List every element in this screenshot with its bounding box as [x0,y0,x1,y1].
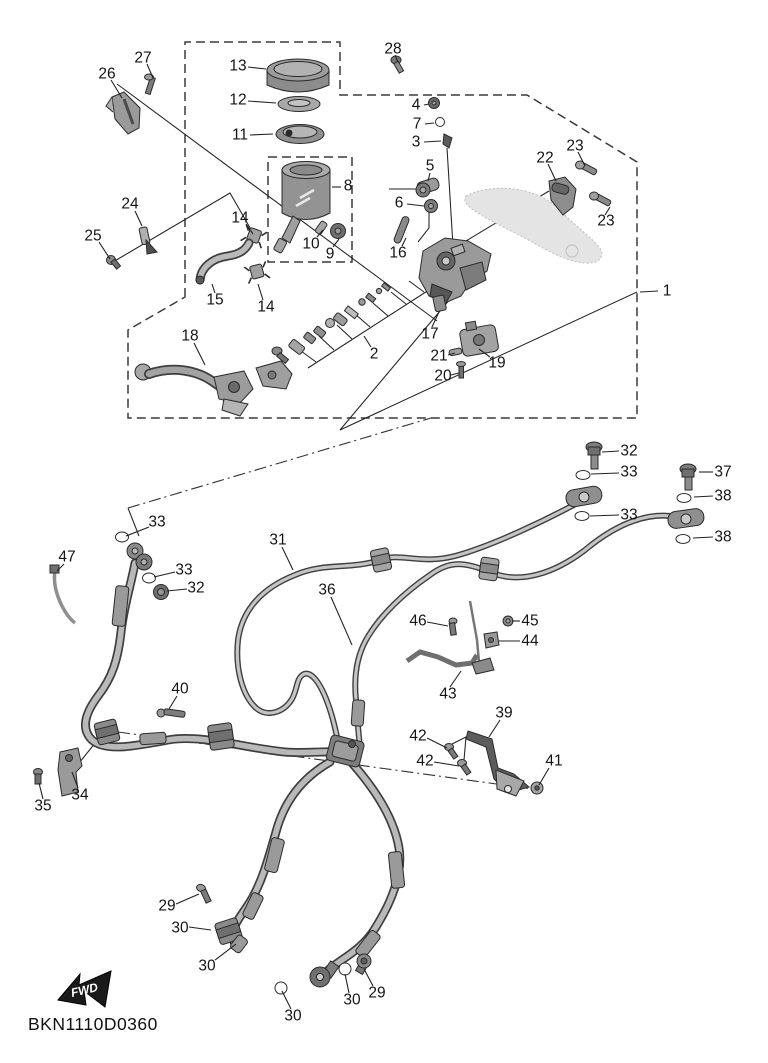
bolt-28 [391,56,404,73]
leader-line-4 [424,104,429,105]
caliper-banjo [310,961,339,987]
washer-30d [339,963,351,975]
part-callout-47: 47 [58,548,76,566]
boot-17 [433,295,447,312]
part-callout-44: 44 [521,632,539,650]
union-bolt-32b [154,585,169,600]
diagram-code: BKN1110D0360 [28,1014,158,1034]
holder-bracket-26 [106,92,140,134]
leader-line-12 [248,101,276,103]
part-callout-26: 26 [98,65,116,83]
part-callout-10: 10 [302,235,320,253]
nut-45 [503,616,513,626]
brake-lever-18 [135,364,253,416]
part-callout-17: 17 [421,325,439,343]
leader-line-33b [590,515,619,516]
part-callout-13: 13 [229,57,247,75]
banjo-36 [667,508,705,530]
part-callout-30a: 30 [171,919,189,937]
part-callout-30d: 30 [343,991,361,1009]
part-callout-5: 5 [425,157,435,175]
part-callout-33b: 33 [620,506,638,524]
part-callout-29a: 29 [158,897,176,915]
part-callout-42b: 42 [416,752,434,770]
part-callout-32a: 32 [620,442,638,460]
leader-line-30d [345,974,349,993]
part-callout-9: 9 [325,245,335,263]
part-callout-6: 6 [394,194,404,212]
nut-6 [425,200,438,213]
washer-7 [436,118,445,127]
hose-clamp-a [94,719,121,746]
clip-24 [139,227,157,254]
leader-line-46 [427,622,448,626]
diaphragm-plate [278,97,320,112]
reservoir-hose [196,243,249,284]
part-callout-32b: 32 [187,579,205,597]
reservoir-nut [331,224,346,239]
leader-line-31 [282,547,293,570]
exploded-parts-upper [106,56,611,416]
leader-line-33a [591,473,619,474]
part-callout-41: 41 [545,752,563,770]
part-callout-45: 45 [521,612,539,630]
part-callout-33c: 33 [148,513,166,531]
part-callout-38a: 38 [714,487,732,505]
part-callout-23b: 23 [597,212,615,230]
leader-line-36 [331,597,352,645]
part-callout-8: 8 [343,177,353,195]
part-callout-34: 34 [71,786,89,804]
part-callout-15: 15 [206,291,224,309]
leader-line-30a [189,927,211,930]
part-callout-14a: 14 [231,209,249,227]
callout-labels [34,41,731,1025]
part-callout-35: 35 [34,797,52,815]
union-bolt-37 [680,464,696,490]
part-callout-31: 31 [269,531,287,549]
switch-19 [459,321,499,357]
leader-line-29a [176,894,199,904]
part-callout-7: 7 [412,115,422,133]
washer-30c [275,982,287,994]
union-bolt-32 [586,442,602,469]
leader-line-38a [694,496,713,497]
bolt-23b [590,192,612,206]
washer-38a [677,494,691,503]
bolt-35 [34,769,43,785]
part-callout-36: 36 [318,581,336,599]
part-callout-40: 40 [171,680,189,698]
brake-hose-36 [355,516,686,746]
screw-27 [145,74,156,94]
clip-44 [484,632,499,648]
part-callout-30c: 30 [284,1007,302,1025]
leader-line-33d [154,572,175,577]
leader-line-1 [640,291,658,292]
union-bolt-29b [356,954,371,974]
washer-38b [676,535,690,544]
washer-33c [116,532,129,542]
leader-line-39 [489,720,500,737]
part-callout-33a: 33 [620,463,638,481]
washer-33d [143,573,156,583]
reservoir-diaphragm [276,125,324,144]
fwd-arrow [58,971,111,1007]
leader-line-3 [424,141,441,142]
screw-42b [458,760,471,776]
part-callout-18: 18 [181,327,199,345]
bolt-40 [157,709,185,718]
part-callout-22: 22 [536,149,554,167]
part-callout-21: 21 [430,347,448,365]
leader-line-38b [693,537,713,538]
nut-4 [429,98,440,109]
screw-29a [196,883,212,903]
part-callout-27: 27 [134,49,152,67]
leader-line-33c [126,527,149,536]
part-callout-38b: 38 [714,528,732,546]
bracket-39 [466,731,529,796]
part-callout-39: 39 [495,704,513,722]
part-callout-20: 20 [434,367,452,385]
leader-line-11 [250,134,273,135]
part-callout-30b: 30 [198,957,216,975]
hose-clamp-14b [244,261,270,283]
master-cylinder-body [419,238,491,303]
leader-line-24 [135,211,142,226]
leader-line-30c [282,991,291,1009]
part-callout-29b: 29 [368,984,386,1002]
leader-line-22 [548,164,556,181]
pin-3 [443,134,452,148]
lever-holder [256,361,292,389]
part-callout-12: 12 [229,91,247,109]
part-callout-16: 16 [389,244,407,262]
bolt-23a [576,161,598,175]
washer-41 [531,782,543,794]
washer-33a [576,471,590,480]
part-callout-28: 28 [384,40,402,58]
hose-clamp-b [207,722,234,750]
part-callout-25: 25 [84,227,102,245]
pipe-grommets [370,547,500,581]
screw-46 [449,618,457,635]
part-callout-11: 11 [231,126,249,144]
part-callout-19: 19 [488,354,506,372]
leader-line-30b [215,944,236,960]
leader-line-18 [194,343,205,365]
reservoir-cap [267,59,329,92]
washer-33b [575,512,589,521]
part-callout-24: 24 [121,195,139,213]
part-callout-46: 46 [409,612,427,630]
part-callout-4: 4 [411,96,421,114]
part-callout-1: 1 [662,282,672,300]
leader-line-41 [539,768,549,785]
leader-line-13 [248,67,266,69]
leader-line-42a [427,738,447,748]
part-callout-42a: 42 [409,727,427,745]
leader-line-29b [364,969,373,986]
part-callout-14b: 14 [257,298,275,316]
screw-42a [445,744,458,760]
leader-line-40 [169,696,177,709]
leader-line-6 [407,204,424,206]
part-callout-33d: 33 [175,561,193,579]
fwd-arrow-label: FWD [69,980,100,1000]
banjo-31 [565,485,603,508]
part-callout-37: 37 [714,463,732,481]
leader-line-32a [602,451,619,452]
part-callout-43: 43 [439,685,457,703]
leader-line-7 [425,123,434,124]
part-callout-2: 2 [369,345,379,363]
leader-line-42b [434,762,459,766]
part-callout-23a: 23 [566,137,584,155]
leader-line-25 [99,242,110,259]
pin-16 [393,216,410,245]
spring-21 [449,348,463,357]
part-callout-3: 3 [411,133,421,151]
leader-line-32b [167,589,187,591]
cable-tie-47 [50,565,75,623]
